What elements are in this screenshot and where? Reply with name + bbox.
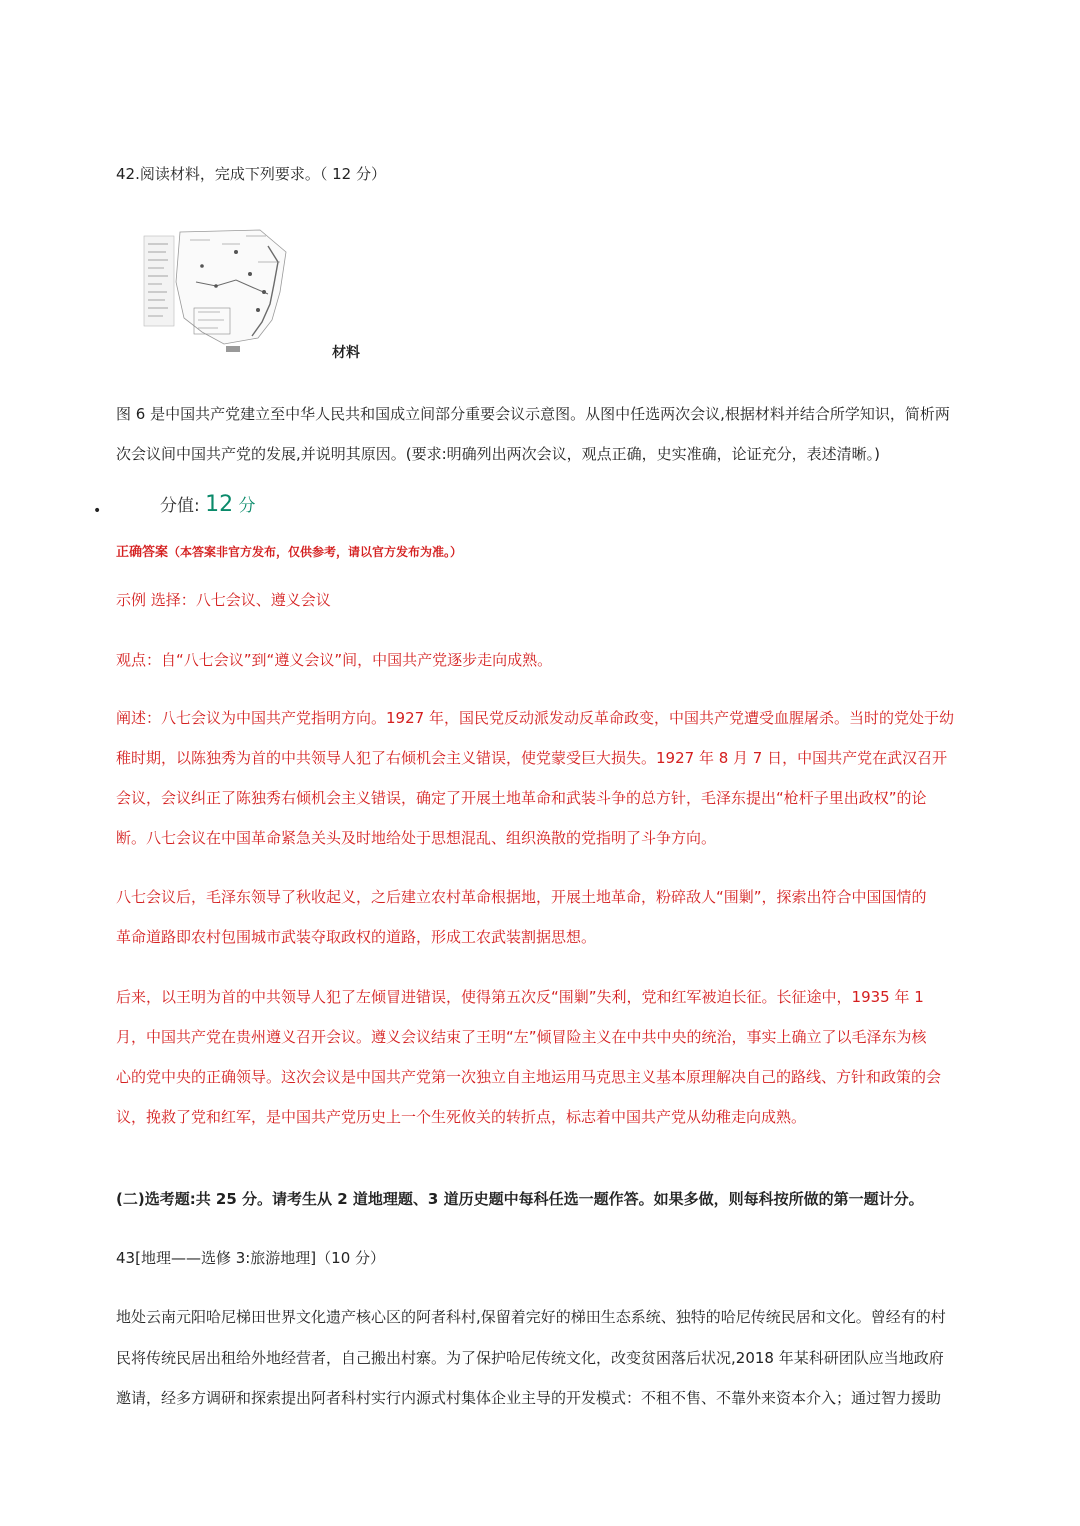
answer-para1-line-3: 会议，会议纠正了陈独秀右倾机会主义错误，确定了开展土地革命和武装斗争的总方针，毛泽东提出“枪杆子里出政权”的论 [116,789,927,807]
q43-header: 43[地理——选修 3:旅游地理]（10 分） [116,1249,386,1267]
score-line [160,491,256,517]
score-unit: 分 [233,496,256,516]
answer-para2-line-2: 革命道路即农村包围城市武装夺取政权的道路，形成工农武装割据思想。 [116,928,597,946]
q42-prompt-line-2: 次会议间中国共产党的发展,并说明其原因。(要求:明确列出两次会议，观点正确，史实准确，论证充分，表述清晰。) [116,445,881,463]
answer-para3-line-4: 议，挽救了党和红军，是中国共产党历史上一个生死攸关的转折点，标志着中国共产党从幼稚走向成熟。 [116,1108,807,1126]
answer-example: 示例 选择：八七会议、遵义会议 [116,591,331,609]
figure-caption: 材料 [332,345,360,361]
q42-prompt-line-1: 图 6 是中国共产党建立至中华人民共和国成立间部分重要会议示意图。从图中任选两次会议,根据材料并结合所学知识，简析两 [116,405,950,423]
answer-para1-line-2: 稚时期，以陈独秀为首的中共领导人犯了右倾机会主义错误，使党蒙受巨大损失。1927 年 8 月 7 日，中国共产党在武汉召开 [116,749,948,767]
q42-header: 42.阅读材料，完成下列要求。（ 12 分） [116,165,386,183]
answer-para2-line-1: 八七会议后，毛泽东领导了秋收起义，之后建立农村革命根据地，开展土地革命，粉碎敌人“围剿”，探索出符合中国国情的 [116,888,927,906]
answer-para1-line-1: 阐述：八七会议为中国共产党指明方向。1927 年，国民党反动派发动反革命政变，中国共产党遭受血腥屠杀。当时的党处于幼 [116,709,954,727]
score-value: 12 [205,492,234,517]
map-figure [140,222,288,354]
section2-heading: (二)选考题:共 25 分。请考生从 2 道地理题、3 道历史题中每科任选一题作答。如果多做，则每科按所做的第一题计分。 [116,1190,924,1208]
q43-line-3: 邀请，经多方调研和探索提出阿者科村实行内源式村集体企业主导的开发模式：不租不售、不靠外来资本介入；通过智力援助 [116,1389,942,1407]
answer-title: 正确答案 [116,545,169,560]
answer-title-line [116,541,462,563]
answer-para3-line-2: 月，中国共产党在贵州遵义召开会议。遵义会议结束了王明“左”倾冒险主义在中共中央的统治，事实上确立了以毛泽东为核 [116,1028,927,1046]
answer-para3-line-3: 心的党中央的正确领导。这次会议是中国共产党第一次独立自主地运用马克思主义基本原理解决自己的路线、方针和政策的会 [116,1068,942,1086]
q43-line-2: 民将传统民居出租给外地经营者，自己搬出村寨。为了保护哈尼传统文化，改变贫困落后状况,2018 年某科研团队应当地政府 [116,1349,944,1367]
bullet: • [93,503,102,519]
answer-note: （本答案非官方发布，仅供参考，请以官方发布为准。） [168,545,463,559]
answer-para3-line-1: 后来，以王明为首的中共领导人犯了左倾冒进错误，使得第五次反“围剿”失利，党和红军被迫长征。长征途中，1935 年 1 [116,988,924,1006]
q43-line-1: 地处云南元阳哈尼梯田世界文化遗产核心区的阿者科村,保留着完好的梯田生态系统、独特的哈尼传统民居和文化。曾经有的村 [116,1308,946,1326]
answer-viewpoint: 观点：自“八七会议”到“遵义会议”间，中国共产党逐步走向成熟。 [116,651,553,669]
answer-para1-line-4: 断。八七会议在中国革命紧急关头及时地给处于思想混乱、组织涣散的党指明了斗争方向。 [116,829,717,847]
score-label: 分值: [160,496,206,516]
